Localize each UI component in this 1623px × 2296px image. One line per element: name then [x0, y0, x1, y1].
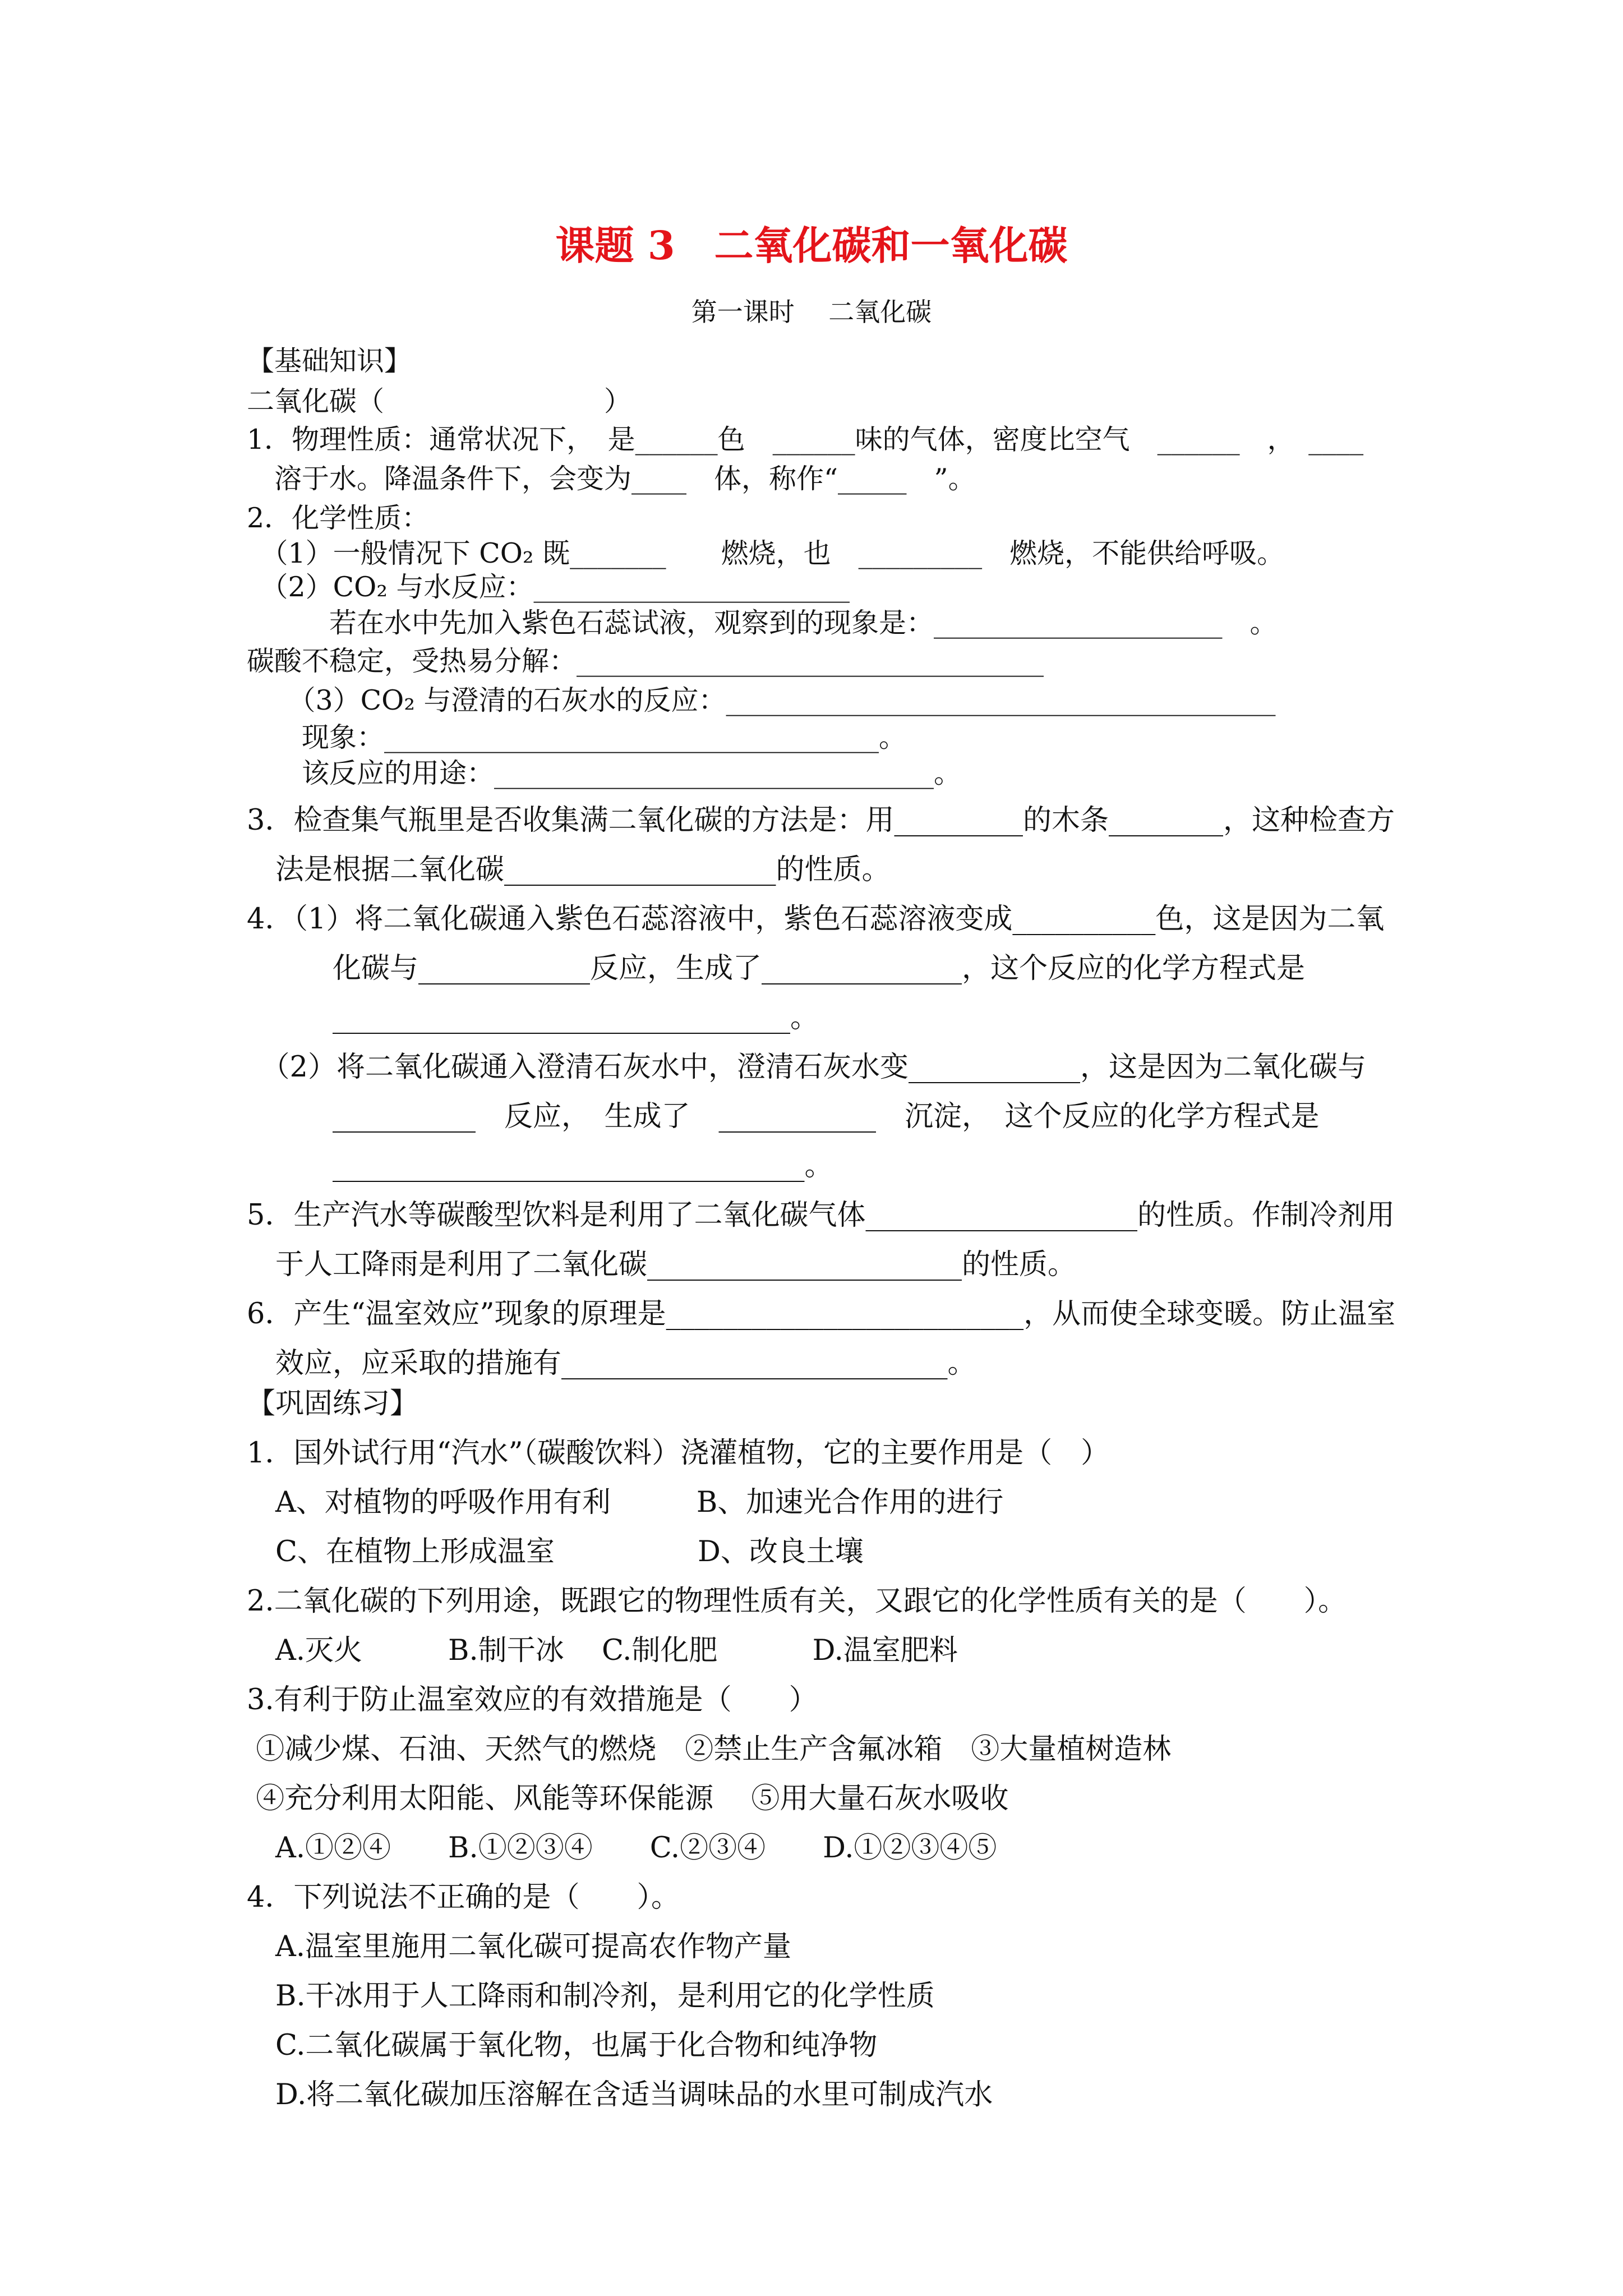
- practice-line: 4．下列说法不正确的是（ ）。: [247, 1881, 680, 1914]
- practice-line: A.①②④ B.①②③④ C.②③④ D.①②③④⑤: [247, 1832, 997, 1865]
- practice-line: 2.二氧化碳的下列用途，既跟它的物理性质有关，又跟它的化学性质有关的是（ ）。: [247, 1585, 1347, 1618]
- basic-line: __________ 反应， 生成了 ___________ 沉淀， 这个反应的化学方程式是: [247, 1100, 1320, 1133]
- basic-knowledge-heading: 【基础知识】: [247, 345, 412, 377]
- basic-line: （3）CO₂ 与澄清的石灰水的反应：________________________________________: [247, 684, 1276, 716]
- practice-line: ④充分利用太阳能、风能等环保能源 ⑤用大量石灰水吸收: [247, 1782, 1009, 1815]
- lesson-subtitle: 第一课时 二氧化碳: [691, 297, 932, 327]
- basic-line: 于人工降雨是利用了二氧化碳______________________的性质。: [247, 1248, 1077, 1281]
- basic-line: （1）一般情况下 CO₂ 既_______ 燃烧，也 _________ 燃烧，不能供给呼吸。: [247, 537, 1285, 569]
- basic-line: 4．（1）将二氧化碳通入紫色石蕊溶液中，紫色石蕊溶液变成__________色，这是因为二氧: [247, 903, 1385, 936]
- practice-line: C、在植物上形成温室 D、改良土壤: [247, 1535, 864, 1568]
- practice-line: 3.有利于防止温室效应的有效措施是（ ）: [247, 1683, 818, 1717]
- basic-line: ________________________________。: [247, 1001, 819, 1034]
- basic-line: 溶于水。降温条件下，会变为____ 体，称作“_____ ”。: [247, 463, 976, 495]
- practice-line: A.灭火 B.制干冰 C.制化肥 D.温室肥料: [247, 1634, 958, 1667]
- practice-line: C.二氧化碳属于氧化物，也属于化合物和纯净物: [247, 2029, 878, 2062]
- page-title: 课题 3 二氧化碳和一氧化碳: [555, 222, 1068, 269]
- basic-line: 效应，应采取的措施有___________________________。: [247, 1347, 976, 1380]
- basic-line: 若在水中先加入紫色石蕊试液，观察到的现象是：_____________________ 。: [247, 607, 1278, 639]
- basic-line: 5．生产汽水等碳酸型饮料是利用了二氧化碳气体___________________的性质。作制冷剂用: [247, 1199, 1395, 1232]
- practice-line: D.将二氧化碳加压溶解在含适当调味品的水里可制成汽水: [247, 2078, 993, 2111]
- practice-line: B.干冰用于人工降雨和制冷剂，是利用它的化学性质: [247, 1980, 935, 2013]
- basic-line: 6．产生“温室效应”现象的原理是_________________________，从而使全球变暖。防止温室: [247, 1297, 1396, 1331]
- practice-line: A.温室里施用二氧化碳可提高农作物产量: [247, 1930, 792, 1963]
- basic-line: 碳酸不稳定，受热易分解：__________________________________: [247, 645, 1044, 677]
- basic-line: 二氧化碳（ ）: [247, 385, 632, 417]
- basic-line: _________________________________。: [247, 1149, 833, 1182]
- basic-line: 现象：____________________________________。: [247, 721, 907, 753]
- basic-line: 3．检查集气瓶里是否收集满二氧化碳的方法是：用_________的木条________，这种检查方: [247, 804, 1395, 837]
- practice-line: ①减少煤、石油、天然气的燃烧 ②禁止生产含氟冰箱 ③大量植树造林: [247, 1733, 1172, 1766]
- practice-heading: 【巩固练习】: [247, 1387, 419, 1420]
- basic-line: 1．物理性质：通常状况下， 是______色 ______味的气体，密度比空气 ______ ， ____: [247, 424, 1364, 455]
- practice-line: A、对植物的呼吸作用有利 B、加速光合作用的进行: [247, 1486, 1004, 1519]
- basic-line: （2）将二氧化碳通入澄清石灰水中，澄清石灰水变____________，这是因为二氧化碳与: [247, 1051, 1366, 1084]
- basic-line: （2）CO₂ 与水反应：_______________________: [247, 571, 850, 603]
- basic-line: 2．化学性质：: [247, 502, 430, 534]
- basic-line: 该反应的用途：________________________________。: [247, 757, 962, 789]
- basic-line: 法是根据二氧化碳___________________的性质。: [247, 853, 891, 886]
- practice-line: 1．国外试行用“汽水”（碳酸饮料）浇灌植物，它的主要作用是（ ）: [247, 1437, 1110, 1470]
- basic-line: 化碳与____________反应，生成了______________，这个反应的化学方程式是: [247, 952, 1306, 985]
